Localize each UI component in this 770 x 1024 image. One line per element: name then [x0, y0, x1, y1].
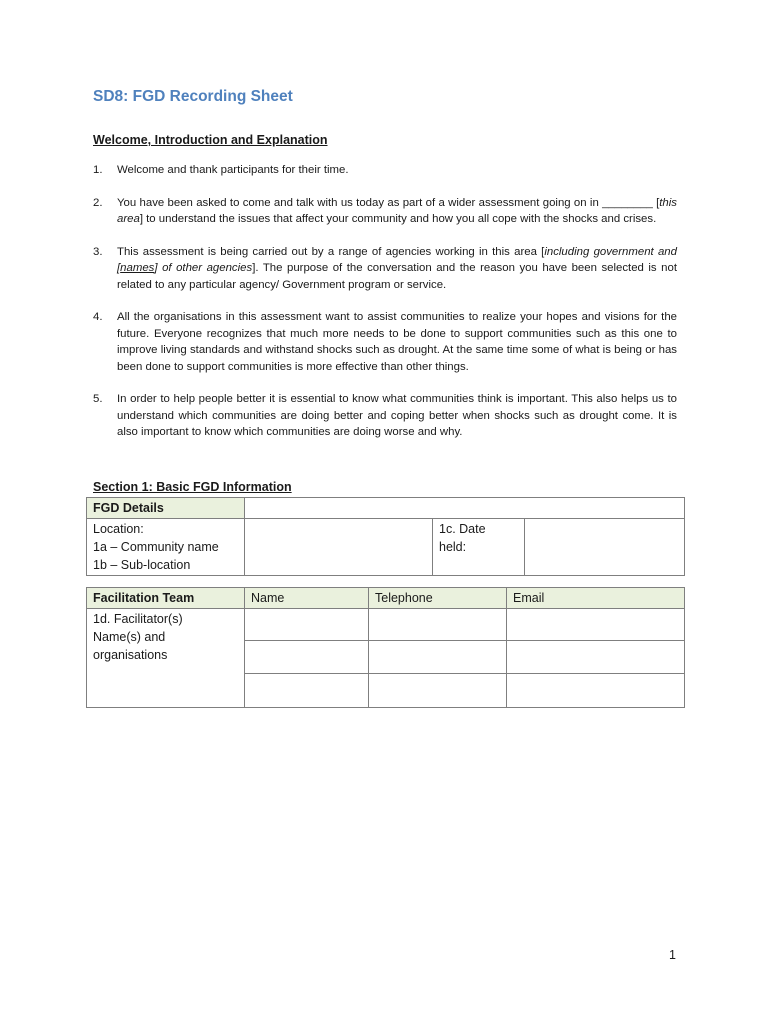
date-label-cont: held:: [439, 540, 467, 554]
fgd-details-table: [86, 497, 685, 576]
item-text: This assessment is being carried out by a range of agencies working in this area [: [117, 245, 545, 258]
fgd-details-header-blank: [245, 498, 685, 519]
name-input-cell[interactable]: [245, 609, 369, 641]
email-input-cell[interactable]: [507, 641, 685, 674]
email-input-cell[interactable]: [507, 609, 685, 641]
list-item: [93, 162, 677, 179]
location-input-cell[interactable]: [245, 519, 433, 576]
telephone-column-header: Telephone: [369, 588, 507, 609]
facilitation-team-table: [86, 587, 685, 708]
item-text: ]. The purpose of the conversation and the reason you have been selected is not related to any particular agency/ Government program or service.: [117, 262, 677, 291]
item-text-underline: names: [120, 262, 155, 274]
facilitator-label: 1d. Facilitator(s): [93, 612, 183, 626]
item-text-italic: including government and [: [117, 245, 677, 274]
item-number: 2.: [93, 196, 103, 209]
item-text: Welcome and thank participants for their time.: [117, 164, 349, 176]
item-number: 3.: [93, 245, 103, 258]
telephone-input-cell[interactable]: [369, 674, 507, 708]
community-name-label: 1a – Community name: [93, 540, 219, 554]
facilitation-team-header: Facilitation Team: [87, 588, 245, 609]
intro-heading: Welcome, Introduction and Explanation: [93, 133, 328, 147]
telephone-input-cell[interactable]: [369, 641, 507, 674]
section1-heading: Section 1: Basic FGD Information: [93, 480, 292, 494]
item-text-italic: ] of other agencies: [154, 262, 253, 274]
list-item: [93, 391, 677, 441]
facilitator-label-cont: Name(s) and: [93, 630, 166, 644]
item-text-italic: this area: [117, 196, 677, 225]
list-item: [93, 244, 677, 294]
facilitator-label-cont: organisations: [93, 648, 168, 662]
name-input-cell[interactable]: [245, 641, 369, 674]
location-label: Location:: [93, 522, 144, 536]
email-column-header: Email: [507, 588, 685, 609]
page-number: 1: [669, 948, 676, 962]
item-number: 4.: [93, 311, 103, 323]
fgd-details-header: FGD Details: [87, 498, 245, 519]
sub-location-label: 1b – Sub-location: [93, 558, 191, 572]
name-column-header: Name: [245, 588, 369, 609]
item-text: All the organisations in this assessment want to assist communities to realize your hopes and visions for the future. Everyone recognizes that much more needs to be done to support communities such as this one to improve living standards and withstand shocks such as drought. At the same time some of what is being or has been done to support communities is more effective than other things.: [117, 311, 677, 373]
telephone-input-cell[interactable]: [369, 609, 507, 641]
item-text: In order to help people better it is essential to know what communities think is important. This also helps us to understand which communities are doing better and coping better when shocks such as drought come. It is also important to know which communities are doing worse and why.: [117, 393, 677, 438]
list-item: [93, 195, 677, 228]
location-label-cell: [87, 519, 245, 576]
date-input-cell[interactable]: [525, 519, 685, 576]
list-item: [93, 309, 677, 375]
facilitator-label-cell: [87, 609, 245, 708]
intro-list: [93, 162, 677, 457]
item-number: 1.: [93, 164, 103, 176]
page-title: SD8: FGD Recording Sheet: [93, 88, 293, 105]
item-text: ] to understand the issues that affect your community and how you all cope with the shocks and crises.: [139, 213, 657, 225]
name-input-cell[interactable]: [245, 674, 369, 708]
date-label-cell: [433, 519, 525, 576]
email-input-cell[interactable]: [507, 674, 685, 708]
item-number: 5.: [93, 393, 103, 405]
date-label: 1c. Date: [439, 522, 486, 536]
item-text: You have been asked to come and talk with us today as part of a wider assessment going on in ________ [: [117, 196, 660, 209]
